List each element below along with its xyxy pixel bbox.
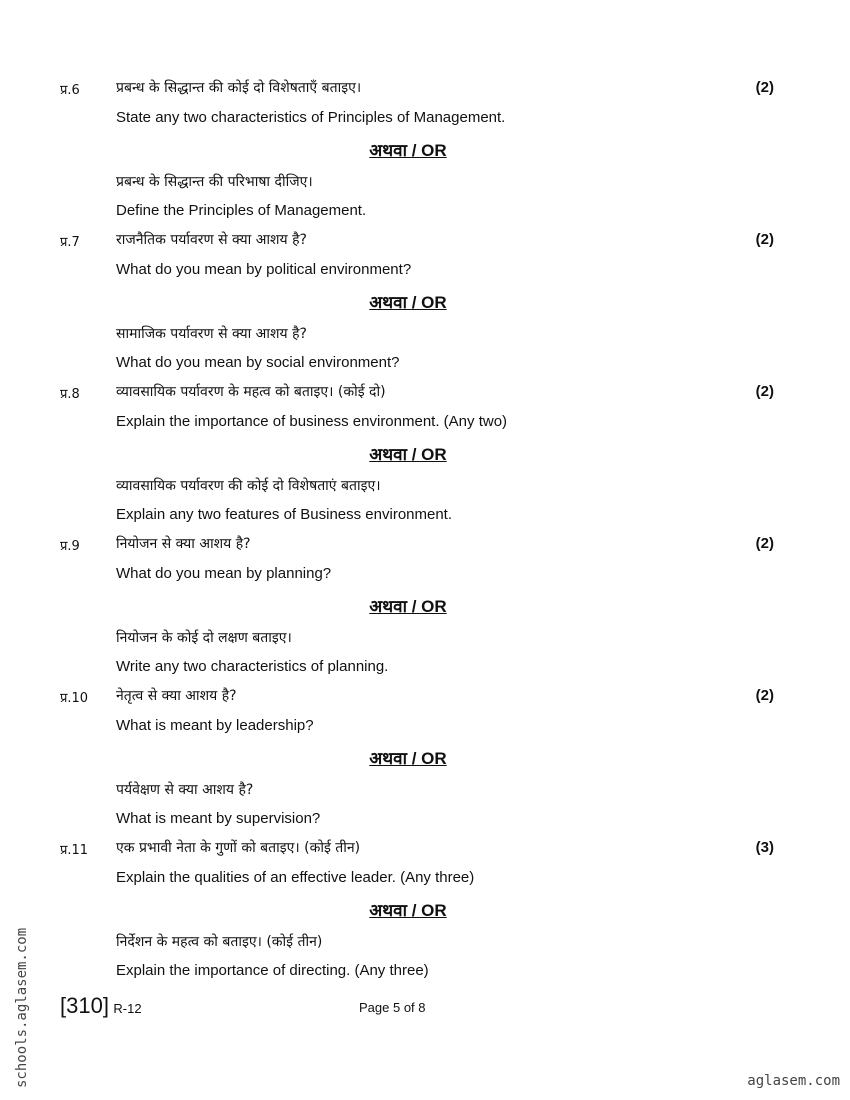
question-number: प्र.8	[60, 387, 80, 402]
paper-code-number: [310]	[60, 993, 109, 1018]
alternative-question-english: Explain the importance of directing. (Any three)	[116, 962, 429, 979]
alternative-question-english: Write any two characteristics of planning.	[116, 658, 389, 675]
question-english: What do you mean by planning?	[116, 565, 332, 582]
paper-code	[60, 993, 142, 1019]
question-number: प्र.9	[60, 539, 80, 554]
question-number: प्र.6	[60, 83, 80, 98]
question-hindi: व्यावसायिक पर्यावरण के महत्व को बताइए। (कोई दो)	[116, 384, 386, 400]
question-marks: (2)	[755, 231, 774, 248]
bottom-watermark: aglasem.com	[747, 1073, 840, 1089]
alternative-question-hindi: पर्यवेक्षण से क्या आशय है?	[116, 782, 254, 798]
or-separator	[300, 594, 516, 617]
question-marks: (2)	[755, 383, 774, 400]
or-separator	[300, 138, 516, 161]
or-label: अथवा / OR	[369, 445, 447, 464]
question-english: Explain the importance of business environment. (Any two)	[116, 413, 508, 430]
question-english: What is meant by leadership?	[116, 717, 314, 734]
or-separator	[300, 898, 516, 921]
alternative-question-hindi: निर्देशन के महत्व को बताइए। (कोई तीन)	[116, 934, 323, 950]
alternative-question-hindi: नियोजन के कोई दो लक्षण बताइए।	[116, 630, 292, 646]
question-english: Explain the qualities of an effective leader. (Any three)	[116, 869, 475, 886]
or-label: अथवा / OR	[369, 597, 447, 616]
question-number: प्र.7	[60, 235, 80, 250]
or-label: अथवा / OR	[369, 141, 447, 160]
page-number: Page 5 of 8	[359, 1000, 426, 1015]
question-hindi: नेतृत्व से क्या आशय है?	[116, 688, 237, 704]
or-separator	[300, 442, 516, 465]
or-separator	[300, 746, 516, 769]
paper-code-sub: R-12	[113, 1001, 142, 1016]
or-separator	[300, 290, 516, 313]
question-number: प्र.11	[60, 843, 89, 858]
question-hindi: राजनैतिक पर्यावरण से क्या आशय है?	[116, 232, 307, 248]
or-label: अथवा / OR	[369, 749, 447, 768]
alternative-question-english: Define the Principles of Management.	[116, 202, 367, 219]
question-marks: (2)	[755, 687, 774, 704]
question-marks: (3)	[755, 839, 774, 856]
alternative-question-english: What do you mean by social environment?	[116, 354, 400, 371]
or-label: अथवा / OR	[369, 293, 447, 312]
question-english: State any two characteristics of Principles of Management.	[116, 109, 506, 126]
alternative-question-hindi: व्यावसायिक पर्यावरण की कोई दो विशेषताएं बताइए।	[116, 478, 381, 494]
question-hindi: नियोजन से क्या आशय है?	[116, 536, 251, 552]
question-marks: (2)	[755, 79, 774, 96]
question-marks: (2)	[755, 535, 774, 552]
question-english: What do you mean by political environment?	[116, 261, 412, 278]
alternative-question-english: Explain any two features of Business environment.	[116, 506, 453, 523]
alternative-question-hindi: सामाजिक पर्यावरण से क्या आशय है?	[116, 326, 307, 342]
alternative-question-hindi: प्रबन्ध के सिद्धान्त की परिभाषा दीजिए।	[116, 174, 313, 190]
question-hindi: एक प्रभावी नेता के गुणों को बताइए। (कोई तीन)	[116, 840, 361, 856]
or-label: अथवा / OR	[369, 901, 447, 920]
alternative-question-english: What is meant by supervision?	[116, 810, 321, 827]
question-hindi: प्रबन्ध के सिद्धान्त की कोई दो विशेषताएँ बताइए।	[116, 80, 362, 96]
side-watermark: schools.aglasem.com	[14, 927, 30, 1088]
question-number: प्र.10	[60, 691, 89, 706]
